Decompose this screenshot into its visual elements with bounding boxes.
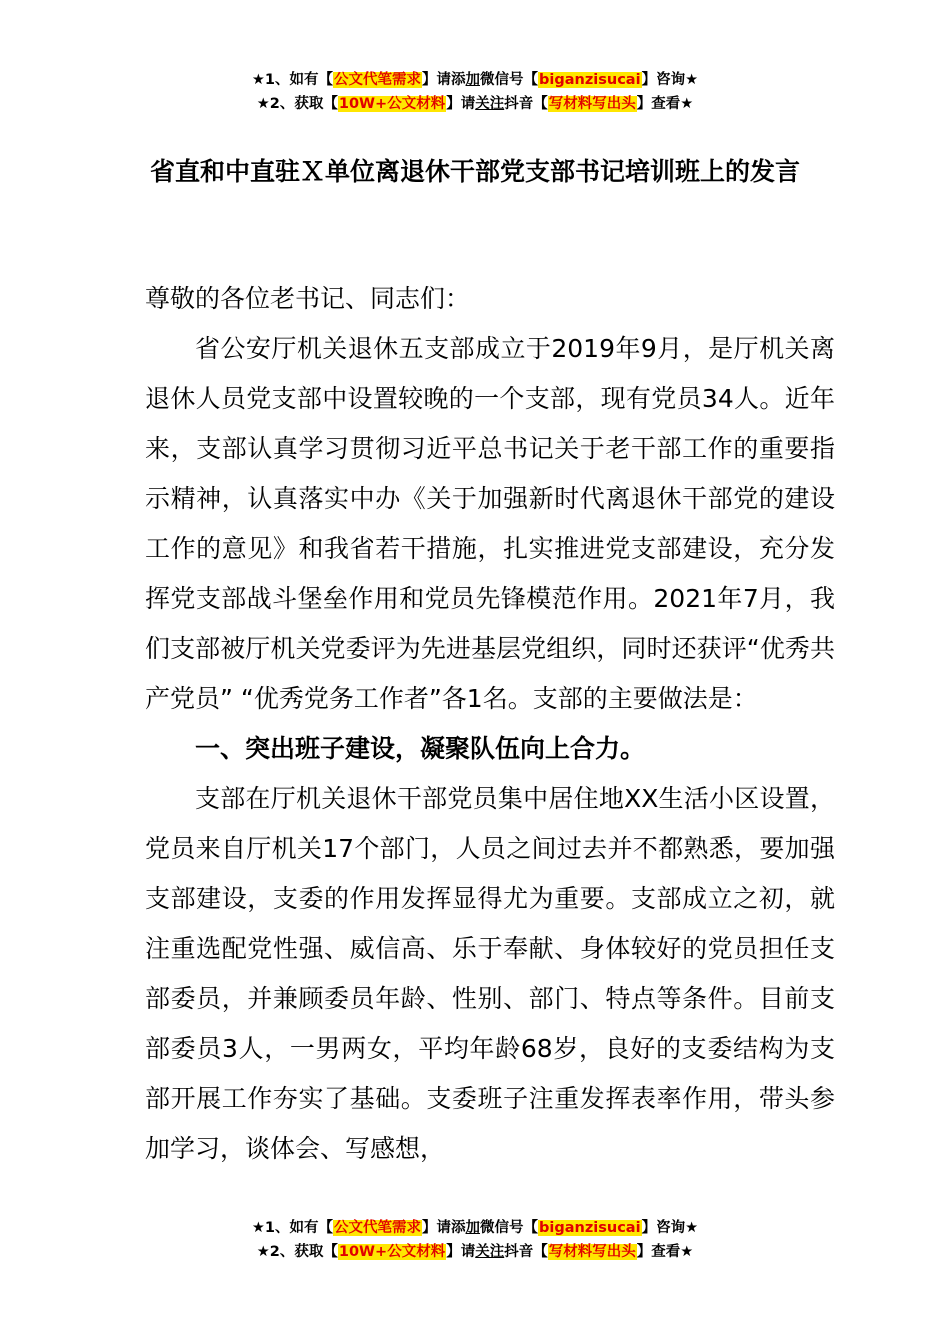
footer-line2-mid2: 抖音【 (504, 1244, 548, 1260)
footer-line1-suffix: 】咨询★ (641, 1220, 699, 1236)
footer-banner (0, 1216, 950, 1264)
header-banner (0, 68, 950, 116)
footer-line2-highlight-materials: 10W+公文材料 (338, 1244, 446, 1260)
banner-line2-prefix: ★2、获取【 (256, 96, 338, 112)
banner-line2-underline: 关注 (475, 96, 505, 112)
section-1-paragraph: 支部在厅机关退休干部党员集中居住地XX生活小区设置，党员来自厅机关17个部门，人员之间过去并不都熟悉，要加强支部建设，支委的作用发挥显得尤为重要。支部成立之初，就注重选配党性强、威信高、乐于奉献、身体较好的党员担任支部委员，并兼顾委员年龄、性别、部门、特点等条件。目前支部委员3人，一男两女，平均年龄68岁，良好的支委结构为支部开展工作夯实了基础。支委班子注重发挥表率作用，带头参加学习，谈体会、写感想， (145, 784, 835, 1163)
footer-line1-highlight-service: 公文代笔需求 (334, 1220, 422, 1236)
banner-line2-mid2: 抖音【 (504, 96, 548, 112)
footer-line1-underline: 加 (465, 1220, 481, 1236)
footer-line2-highlight-douyin: 写材料写出头 (548, 1244, 636, 1260)
banner-line1-suffix: 】咨询★ (641, 72, 699, 88)
document-body (145, 274, 835, 1174)
banner-line2-mid: 】请 (446, 96, 476, 112)
banner-line1-highlight-service: 公文代笔需求 (334, 72, 422, 88)
footer-line2-mid: 】请 (446, 1244, 476, 1260)
banner-line2-suffix: 】查看★ (636, 96, 694, 112)
footer-line1-mid2: 微信号【 (480, 1220, 539, 1236)
banner-line2-highlight-materials: 10W+公文材料 (338, 96, 446, 112)
footer-line1-mid: 】请添 (422, 1220, 466, 1236)
footer-line2-prefix: ★2、获取【 (256, 1244, 338, 1260)
footer-banner-line-1 (0, 1216, 950, 1240)
banner-line1-mid: 】请添 (422, 72, 466, 88)
footer-line2-suffix: 】查看★ (636, 1244, 694, 1260)
section-heading-1: 一、突出班子建设，凝聚队伍向上合力。 (195, 734, 646, 763)
banner-line2-highlight-douyin: 写材料写出头 (548, 96, 636, 112)
footer-line1-prefix: ★1、如有【 (251, 1220, 334, 1236)
footer-line2-underline: 关注 (475, 1244, 505, 1260)
intro-paragraph: 省公安厅机关退休五支部成立于2019年9月，是厅机关离退休人员党支部中设置较晚的一个支部，现有党员34人。近年来，支部认真学习贯彻习近平总书记关于老干部工作的重要指示精神，认真落实中办《关于加强新时代离退休干部党的建设工作的意见》和我省若干措施，扎实推进党支部建设，充分发挥党支部战斗堡垒作用和党员先锋模范作用。2021年7月，我们支部被厅机关党委评为先进基层党组织，同时还获评“优秀共产党员” “优秀党务工作者”各1名。支部的主要做法是： (145, 334, 835, 713)
footer-line1-highlight-wechat: biganzisucai (539, 1220, 641, 1236)
banner-line1-highlight-wechat: biganzisucai (539, 72, 641, 88)
banner-line1-mid2: 微信号【 (480, 72, 539, 88)
footer-banner-line-2 (0, 1240, 950, 1264)
banner-line-2 (0, 92, 950, 116)
document-title: 省直和中直驻Ｘ单位离退休干部党支部书记培训班上的发言 (149, 157, 800, 186)
banner-line1-prefix: ★1、如有【 (251, 72, 334, 88)
banner-line1-underline: 加 (465, 72, 481, 88)
salutation: 尊敬的各位老书记、同志们： (145, 284, 471, 313)
banner-line-1 (0, 68, 950, 92)
